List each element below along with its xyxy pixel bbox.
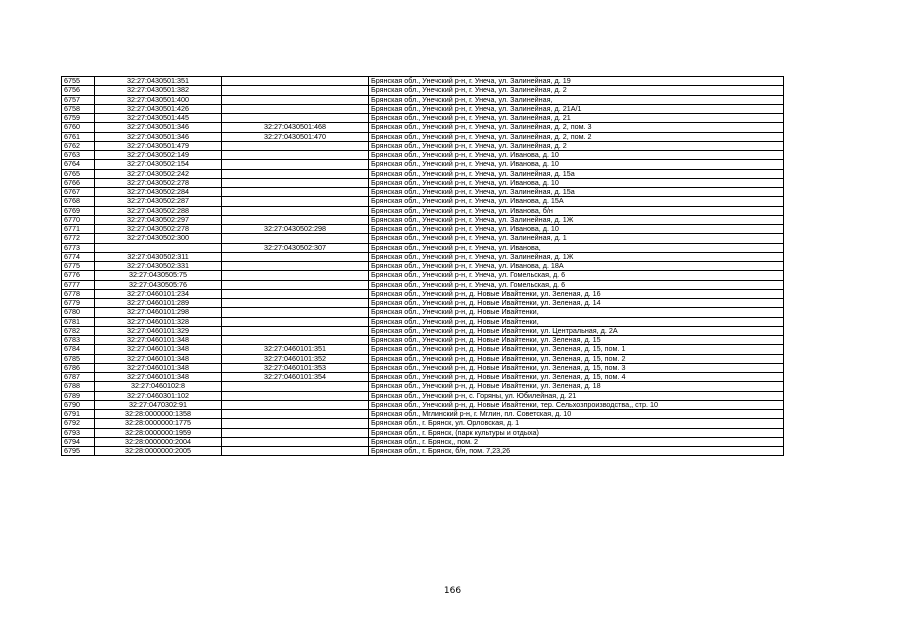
cadastral-number-cell: 32:28:0000000:1959 (95, 428, 222, 437)
row-number-cell: 6781 (62, 317, 95, 326)
row-number-cell: 6767 (62, 188, 95, 197)
related-cadastral-number-cell (222, 234, 369, 243)
table-row (62, 169, 784, 178)
row-number-cell: 6759 (62, 114, 95, 123)
row-number-cell: 6782 (62, 326, 95, 335)
address-cell: Брянская обл., Унечский р-н, д. Новые Ивайтенки, ул. Зеленая, д. 15 (369, 336, 784, 345)
address-cell: Брянская обл., Унечский р-н, г. Унеча, ул. Иванова, д. 15А (369, 197, 784, 206)
address-cell: Брянская обл., Унечский р-н, г. Унеча, ул. Залинейная, д. 21А/1 (369, 104, 784, 113)
row-number-cell: 6789 (62, 391, 95, 400)
cadastral-number-cell: 32:27:0430501:479 (95, 141, 222, 150)
row-number-cell: 6785 (62, 354, 95, 363)
cadastral-number-cell: 32:27:0430502:311 (95, 252, 222, 261)
table-row (62, 225, 784, 234)
address-cell: Брянская обл., Унечский р-н, д. Новые Ивайтенки, ул. Зеленая, д. 15, пом. 4 (369, 373, 784, 382)
related-cadastral-number-cell (222, 77, 369, 86)
table-row (62, 419, 784, 428)
row-number-cell: 6769 (62, 206, 95, 215)
address-cell: Брянская обл., Унечский р-н, д. Новые Ивайтенки, ул. Зеленая, д. 14 (369, 299, 784, 308)
address-cell: Брянская обл., г. Брянск, (парк культуры и отдыха) (369, 428, 784, 437)
table-row (62, 141, 784, 150)
registry-table-body (62, 77, 784, 456)
related-cadastral-number-cell: 32:27:0460101:351 (222, 345, 369, 354)
row-number-cell: 6780 (62, 308, 95, 317)
cadastral-number-cell: 32:27:0430501:346 (95, 123, 222, 132)
cadastral-number-cell: 32:27:0460301:102 (95, 391, 222, 400)
cadastral-number-cell: 32:28:0000000:2005 (95, 447, 222, 456)
address-cell: Брянская обл., Унечский р-н, г. Унеча, ул. Залинейная, д. 19 (369, 77, 784, 86)
address-cell: Брянская обл., Унечский р-н, г. Унеча, ул. Залинейная, д. 15а (369, 169, 784, 178)
address-cell: Брянская обл., Унечский р-н, г. Унеча, ул. Залинейная, д. 21 (369, 114, 784, 123)
related-cadastral-number-cell (222, 160, 369, 169)
table-row (62, 262, 784, 271)
cadastral-number-cell: 32:27:0430501:346 (95, 132, 222, 141)
cadastral-number-cell: 32:27:0430502:287 (95, 197, 222, 206)
table-row (62, 354, 784, 363)
address-cell: Брянская обл., Унечский р-н, г. Унеча, ул. Залинейная, д. 2 (369, 141, 784, 150)
related-cadastral-number-cell (222, 252, 369, 261)
table-row (62, 252, 784, 261)
table-row (62, 428, 784, 437)
address-cell: Брянская обл., Унечский р-н, г. Унеча, ул. Иванова, д. 10 (369, 225, 784, 234)
cadastral-number-cell: 32:27:0460101:348 (95, 354, 222, 363)
cadastral-number-cell: 32:27:0430501:382 (95, 86, 222, 95)
row-number-cell: 6779 (62, 299, 95, 308)
address-cell: Брянская обл., Унечский р-н, г. Унеча, ул. Залинейная, д. 2, пом. 2 (369, 132, 784, 141)
related-cadastral-number-cell (222, 169, 369, 178)
row-number-cell: 6777 (62, 280, 95, 289)
cadastral-number-cell: 32:27:0430502:278 (95, 225, 222, 234)
row-number-cell: 6792 (62, 419, 95, 428)
table-row (62, 363, 784, 372)
cadastral-number-cell: 32:27:0460101:348 (95, 373, 222, 382)
row-number-cell: 6784 (62, 345, 95, 354)
related-cadastral-number-cell (222, 391, 369, 400)
cadastral-number-cell: 32:27:0460101:348 (95, 345, 222, 354)
row-number-cell: 6786 (62, 363, 95, 372)
table-row (62, 382, 784, 391)
address-cell: Брянская обл., Унечский р-н, г. Унеча, ул. Залинейная, д. 1 (369, 234, 784, 243)
table-row (62, 178, 784, 187)
row-number-cell: 6761 (62, 132, 95, 141)
table-row (62, 308, 784, 317)
address-cell: Брянская обл., Унечский р-н, г. Унеча, ул. Иванова, (369, 243, 784, 252)
table-row (62, 345, 784, 354)
address-cell: Брянская обл., Унечский р-н, г. Унеча, ул. Гомельская, д. 6 (369, 280, 784, 289)
row-number-cell: 6775 (62, 262, 95, 271)
row-number-cell: 6760 (62, 123, 95, 132)
address-cell: Брянская обл., Унечский р-н, г. Унеча, ул. Залинейная, д. 1Ж (369, 215, 784, 224)
cadastral-number-cell: 32:27:0460101:234 (95, 289, 222, 298)
address-cell: Брянская обл., Унечский р-н, г. Унеча, ул. Иванова, б/н (369, 206, 784, 215)
cadastral-number-cell: 32:27:0430502:242 (95, 169, 222, 178)
row-number-cell: 6793 (62, 428, 95, 437)
address-cell: Брянская обл., Унечский р-н, г. Унеча, ул. Залинейная, д. 1Ж (369, 252, 784, 261)
cadastral-number-cell: 32:27:0470302:91 (95, 400, 222, 409)
cadastral-number-cell (95, 243, 222, 252)
page-number: 166 (443, 586, 462, 596)
related-cadastral-number-cell: 32:27:0460101:352 (222, 354, 369, 363)
cadastral-number-cell: 32:27:0460101:298 (95, 308, 222, 317)
table-row (62, 280, 784, 289)
address-cell: Брянская обл., Унечский р-н, г. Унеча, ул. Залинейная, д. 15а (369, 188, 784, 197)
related-cadastral-number-cell (222, 419, 369, 428)
related-cadastral-number-cell (222, 437, 369, 446)
table-row (62, 336, 784, 345)
row-number-cell: 6755 (62, 77, 95, 86)
related-cadastral-number-cell (222, 86, 369, 95)
row-number-cell: 6771 (62, 225, 95, 234)
table-row (62, 160, 784, 169)
table-row (62, 271, 784, 280)
row-number-cell: 6787 (62, 373, 95, 382)
cadastral-number-cell: 32:27:0430502:149 (95, 151, 222, 160)
cadastral-number-cell: 32:27:0460101:289 (95, 299, 222, 308)
related-cadastral-number-cell (222, 188, 369, 197)
related-cadastral-number-cell (222, 271, 369, 280)
row-number-cell: 6766 (62, 178, 95, 187)
related-cadastral-number-cell (222, 104, 369, 113)
related-cadastral-number-cell (222, 151, 369, 160)
table-row (62, 197, 784, 206)
related-cadastral-number-cell: 32:27:0460101:354 (222, 373, 369, 382)
address-cell: Брянская обл., Унечский р-н, д. Новые Ивайтенки, ул. Зеленая, д. 15, пом. 1 (369, 345, 784, 354)
table-row (62, 86, 784, 95)
row-number-cell: 6764 (62, 160, 95, 169)
table-row (62, 289, 784, 298)
row-number-cell: 6763 (62, 151, 95, 160)
address-cell: Брянская обл., г. Брянск, ул. Орловская, д. 1 (369, 419, 784, 428)
related-cadastral-number-cell (222, 308, 369, 317)
row-number-cell: 6790 (62, 400, 95, 409)
table-row (62, 437, 784, 446)
address-cell: Брянская обл., Унечский р-н, с. Горяны, ул. Юбилейная, д. 21 (369, 391, 784, 400)
related-cadastral-number-cell (222, 95, 369, 104)
row-number-cell: 6758 (62, 104, 95, 113)
address-cell: Брянская обл., Унечский р-н, г. Унеча, ул. Иванова, д. 10 (369, 151, 784, 160)
row-number-cell: 6795 (62, 447, 95, 456)
table-row (62, 114, 784, 123)
related-cadastral-number-cell (222, 428, 369, 437)
row-number-cell: 6788 (62, 382, 95, 391)
address-cell: Брянская обл., Унечский р-н, г. Унеча, ул. Залинейная, (369, 95, 784, 104)
related-cadastral-number-cell (222, 336, 369, 345)
cadastral-number-cell: 32:27:0430505:76 (95, 280, 222, 289)
cadastral-number-cell: 32:27:0430501:445 (95, 114, 222, 123)
cadastral-number-cell: 32:27:0430502:297 (95, 215, 222, 224)
table-row (62, 123, 784, 132)
address-cell: Брянская обл., Унечский р-н, г. Унеча, ул. Иванова, д. 18А (369, 262, 784, 271)
related-cadastral-number-cell (222, 141, 369, 150)
table-row (62, 151, 784, 160)
related-cadastral-number-cell (222, 178, 369, 187)
address-cell: Брянская обл., Унечский р-н, г. Унеча, ул. Иванова, д. 10 (369, 160, 784, 169)
row-number-cell: 6762 (62, 141, 95, 150)
cadastral-number-cell: 32:27:0460102:8 (95, 382, 222, 391)
related-cadastral-number-cell (222, 197, 369, 206)
cadastral-number-cell: 32:27:0430502:154 (95, 160, 222, 169)
cadastral-number-cell: 32:28:0000000:1358 (95, 410, 222, 419)
table-row (62, 299, 784, 308)
row-number-cell: 6756 (62, 86, 95, 95)
row-number-cell: 6765 (62, 169, 95, 178)
table-row (62, 215, 784, 224)
address-cell: Брянская обл., Унечский р-н, д. Новые Ивайтенки, ул. Зеленая, д. 18 (369, 382, 784, 391)
address-cell: Брянская обл., Унечский р-н, г. Унеча, ул. Залинейная, д. 2 (369, 86, 784, 95)
cadastral-number-cell: 32:27:0430501:426 (95, 104, 222, 113)
row-number-cell: 6776 (62, 271, 95, 280)
row-number-cell: 6770 (62, 215, 95, 224)
table-row (62, 243, 784, 252)
row-number-cell: 6783 (62, 336, 95, 345)
cadastral-number-cell: 32:27:0430502:331 (95, 262, 222, 271)
row-number-cell: 6774 (62, 252, 95, 261)
related-cadastral-number-cell: 32:27:0430502:298 (222, 225, 369, 234)
row-number-cell: 6791 (62, 410, 95, 419)
cadastral-number-cell: 32:28:0000000:1775 (95, 419, 222, 428)
table-row (62, 206, 784, 215)
cadastral-number-cell: 32:27:0460101:329 (95, 326, 222, 335)
related-cadastral-number-cell (222, 299, 369, 308)
address-cell: Брянская обл., Унечский р-н, д. Новые Ивайтенки, (369, 317, 784, 326)
table-row (62, 104, 784, 113)
cadastral-number-cell: 32:27:0430502:300 (95, 234, 222, 243)
table-row (62, 188, 784, 197)
address-cell: Брянская обл., Унечский р-н, г. Унеча, ул. Гомельская, д. 6 (369, 271, 784, 280)
row-number-cell: 6773 (62, 243, 95, 252)
address-cell: Брянская обл., Мглинский р-н, г. Мглин, пл. Советская, д. 10 (369, 410, 784, 419)
address-cell: Брянская обл., г. Брянск, б/н, пом. 7,23,26 (369, 447, 784, 456)
related-cadastral-number-cell: 32:27:0430501:470 (222, 132, 369, 141)
row-number-cell: 6768 (62, 197, 95, 206)
table-row (62, 410, 784, 419)
address-cell: Брянская обл., Унечский р-н, д. Новые Ивайтенки, (369, 308, 784, 317)
table-row (62, 234, 784, 243)
related-cadastral-number-cell (222, 280, 369, 289)
related-cadastral-number-cell (222, 206, 369, 215)
table-row (62, 391, 784, 400)
related-cadastral-number-cell (222, 289, 369, 298)
table-row (62, 95, 784, 104)
address-cell: Брянская обл., Унечский р-н, г. Унеча, ул. Залинейная, д. 2, пом. 3 (369, 123, 784, 132)
related-cadastral-number-cell (222, 262, 369, 271)
table-row (62, 77, 784, 86)
related-cadastral-number-cell: 32:27:0430501:468 (222, 123, 369, 132)
table-row (62, 400, 784, 409)
related-cadastral-number-cell: 32:27:0430502:307 (222, 243, 369, 252)
related-cadastral-number-cell (222, 114, 369, 123)
cadastral-number-cell: 32:27:0430502:288 (95, 206, 222, 215)
cadastral-number-cell: 32:27:0460101:328 (95, 317, 222, 326)
address-cell: Брянская обл., Унечский р-н, г. Унеча, ул. Иванова, д. 10 (369, 178, 784, 187)
related-cadastral-number-cell (222, 382, 369, 391)
row-number-cell: 6757 (62, 95, 95, 104)
related-cadastral-number-cell (222, 326, 369, 335)
related-cadastral-number-cell (222, 400, 369, 409)
row-number-cell: 6772 (62, 234, 95, 243)
cadastral-number-cell: 32:27:0460101:348 (95, 363, 222, 372)
cadastral-number-cell: 32:27:0430502:278 (95, 178, 222, 187)
related-cadastral-number-cell: 32:27:0460101:353 (222, 363, 369, 372)
registry-table (61, 76, 784, 456)
table-row (62, 317, 784, 326)
table-row (62, 373, 784, 382)
related-cadastral-number-cell (222, 215, 369, 224)
address-cell: Брянская обл., Унечский р-н, д. Новые Ивайтенки, ул. Зеленая, д. 15, пом. 3 (369, 363, 784, 372)
cadastral-number-cell: 32:27:0460101:348 (95, 336, 222, 345)
table-row (62, 326, 784, 335)
related-cadastral-number-cell (222, 447, 369, 456)
cadastral-number-cell: 32:27:0430502:284 (95, 188, 222, 197)
table-row (62, 447, 784, 456)
address-cell: Брянская обл., Унечский р-н, д. Новые Ивайтенки, ул. Зеленая, д. 15, пом. 2 (369, 354, 784, 363)
cadastral-number-cell: 32:28:0000000:2004 (95, 437, 222, 446)
related-cadastral-number-cell (222, 410, 369, 419)
cadastral-number-cell: 32:27:0430501:351 (95, 77, 222, 86)
address-cell: Брянская обл., Унечский р-н, д. Новые Ивайтенки, ул. Зеленая, д. 16 (369, 289, 784, 298)
row-number-cell: 6778 (62, 289, 95, 298)
address-cell: Брянская обл., Унечский р-н, д. Новые Ивайтенки, ул. Центральная, д. 2А (369, 326, 784, 335)
address-cell: Брянская обл., г. Брянск,, пом. 2 (369, 437, 784, 446)
related-cadastral-number-cell (222, 317, 369, 326)
row-number-cell: 6794 (62, 437, 95, 446)
address-cell: Брянская обл., Унечский р-н, д. Новые Ивайтенки, тер. Сельхозпроизводства,, стр. 10 (369, 400, 784, 409)
table-row (62, 132, 784, 141)
cadastral-number-cell: 32:27:0430505:75 (95, 271, 222, 280)
cadastral-number-cell: 32:27:0430501:400 (95, 95, 222, 104)
